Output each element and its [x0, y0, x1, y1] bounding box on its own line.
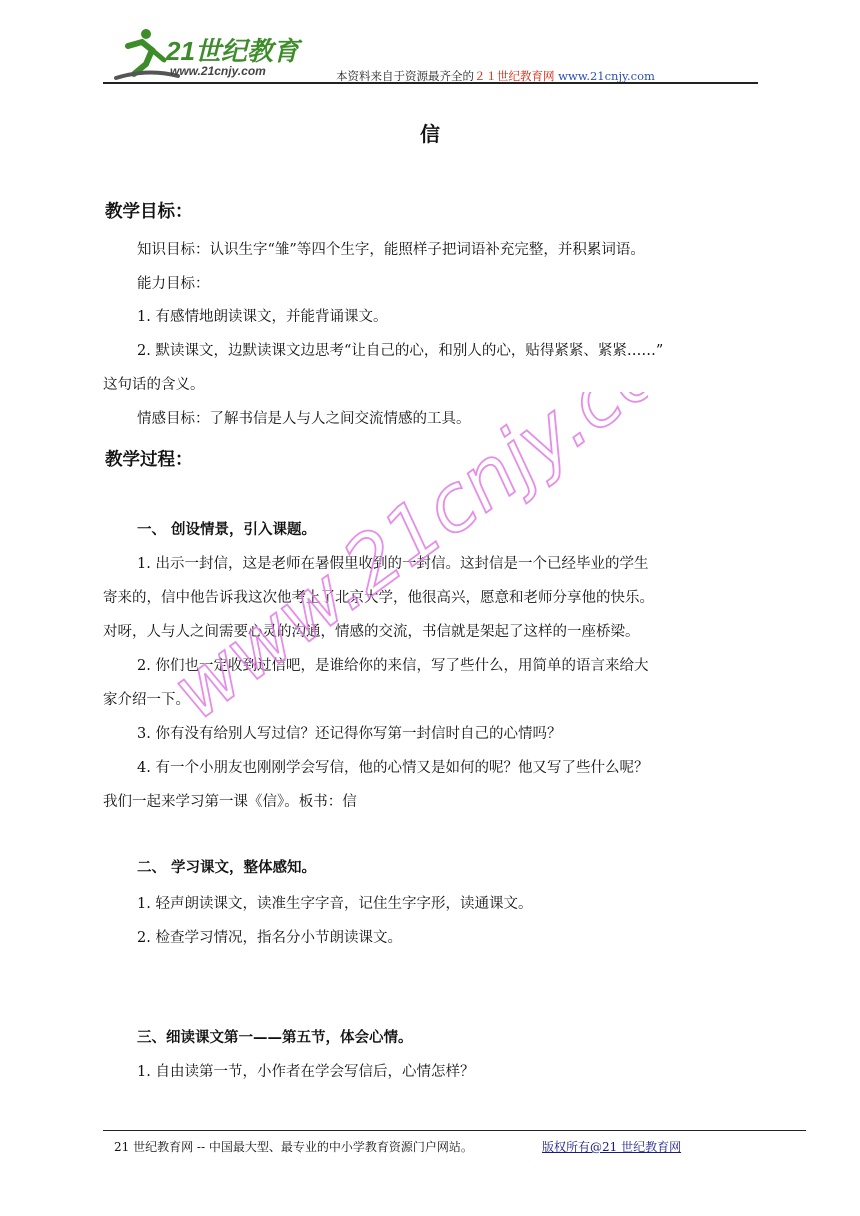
objective-line: 知识目标：认识生字“雏”等四个生字，能照样子把词语补充完整，并积累词语。 [137, 242, 645, 258]
objective-line: 2. 默读课文，边默读课文边思考“让自己的心，和别人的心，贴得紧紧、紧紧……” [137, 343, 664, 359]
footer-rule [103, 1130, 806, 1131]
header-rule [103, 82, 758, 84]
document-title: 信 [420, 122, 440, 146]
logo-text: 21世纪教育 [166, 36, 299, 66]
watermark-text: www.21cnjy.com [168, 392, 648, 738]
part1-line: 2. 你们也一定收到过信吧，是谁给你的来信，写了些什么，用简单的语言来给大 [137, 658, 649, 674]
part1-line: 寄来的，信中他告诉我这次他考上了北京大学，他很高兴，愿意和老师分享他的快乐。 [103, 590, 654, 606]
part3-line: 1. 自由读第一节，小作者在学会写信后，心情怎样？ [137, 1064, 475, 1080]
part1-line: 4. 有一个小朋友也刚刚学会写信，他的心情又是如何的呢？他又写了些什么呢？ [137, 760, 649, 776]
footer-copyright-link[interactable]: 版权所有@21 世纪教育网 [542, 1140, 682, 1154]
part1-line: 对呀，人与人之间需要心灵的沟通，情感的交流，书信就是架起了这样的一座桥梁。 [103, 624, 640, 640]
header-brand-link[interactable]: ２１世纪教育网 [474, 69, 555, 83]
part2-line: 2. 检查学习情况，指名分小节朗读课文。 [137, 930, 402, 946]
part1-line: 1. 出示一封信，这是老师在暑假里收到的一封信。这封信是一个已经毕业的学生 [137, 556, 649, 572]
objective-line: 情感目标：了解书信是人与人之间交流情感的工具。 [137, 411, 471, 427]
heading-objectives: 教学目标： [105, 202, 193, 222]
part2-heading: 二、 学习课文，整体感知。 [137, 860, 317, 876]
header-url-link[interactable]: www.21cnjy.com [558, 69, 655, 83]
objective-line: 能力目标： [137, 276, 210, 292]
header-source-prefix: 本资料来自于资源最齐全的 [336, 69, 474, 83]
part1-line: 3. 你有没有给别人写过信？还记得你写第一封信时自己的心情吗？ [137, 726, 562, 742]
objective-line: 这句话的含义。 [103, 377, 205, 393]
part1-line: 家介绍一下。 [103, 692, 190, 708]
part1-line: 我们一起来学习第一课《信》。板书：信 [103, 794, 357, 810]
heading-process: 教学过程： [105, 450, 193, 470]
part1-heading: 一、 创设情景，引入课题。 [137, 522, 317, 538]
objective-line: 1. 有感情地朗读课文，并能背诵课文。 [137, 309, 388, 325]
logo-url: www.21cnjy.com [170, 64, 266, 78]
part2-line: 1. 轻声朗读课文，读准生字字音，记住生字字形，读通课文。 [137, 896, 533, 912]
site-logo [108, 24, 313, 88]
footer-text: 21 世纪教育网 -- 中国最大型、最专业的中小学教育资源门户网站。 [114, 1140, 473, 1154]
part3-heading: 三、细读课文第一——第五节，体会心情。 [137, 1030, 413, 1046]
